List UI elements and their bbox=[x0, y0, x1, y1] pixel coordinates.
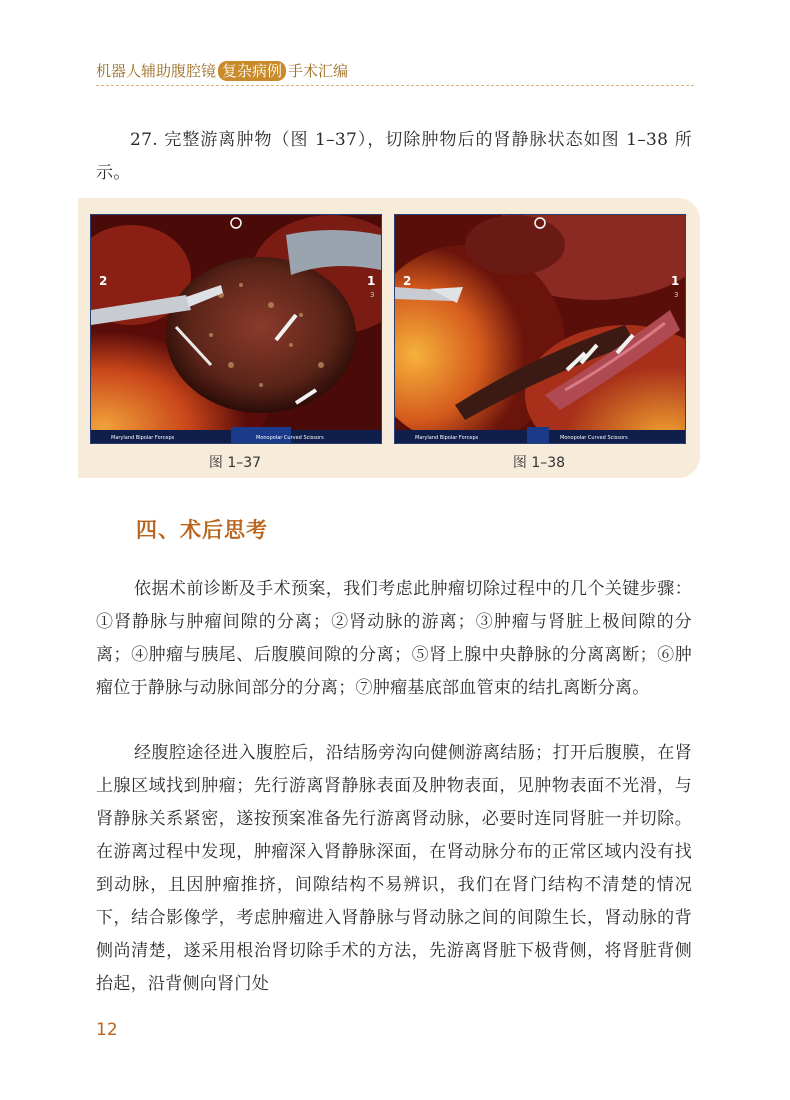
arm-1-label: 1 bbox=[367, 274, 376, 288]
tool-left-label: Maryland Bipolar Forceps bbox=[111, 435, 175, 441]
arm-3-label: 3 bbox=[674, 291, 679, 299]
tool-left-label: Maryland Bipolar Forceps bbox=[415, 435, 479, 441]
figure-caption-1-37: 图 1–37 bbox=[208, 455, 262, 471]
tool-right-label: Monopolar Curved Scissors bbox=[560, 435, 628, 441]
tool-right-label: Monopolar Curved Scissors bbox=[256, 435, 324, 441]
arm-3-label: 3 bbox=[370, 291, 375, 299]
surgical-photo-1-38 bbox=[394, 214, 686, 444]
surgical-photo-1-37 bbox=[90, 214, 382, 444]
body-paragraph-1: 依据术前诊断及手术预案，我们考虑此肿瘤切除过程中的几个关键步骤：①肾静脉与肿瘤间隙的分离；②肾动脉的游离；③肿瘤与肾脏上极间隙的分离；④肿瘤与胰尾、后腹膜间隙的分离；⑤肾上腺中央静脉的分离离断；⑥肿瘤位于静脉与动脉间部分的分离；⑦肿瘤基底部血管束的结扎离断分离。 bbox=[96, 579, 692, 698]
arm-1-label: 1 bbox=[671, 274, 680, 288]
header-title-post: 手术汇编 bbox=[288, 62, 349, 80]
header-title-pre: 机器人辅助腹腔镜 bbox=[96, 62, 217, 80]
page-number: 12 bbox=[96, 1020, 118, 1040]
header-divider bbox=[96, 85, 694, 86]
body-paragraph-2: 经腹腔途径进入腹腔后，沿结肠旁沟向健侧游离结肠；打开后腹膜，在肾上腺区域找到肿瘤；先行游离肾静脉表面及肿物表面，见肿物表面不光滑，与肾静脉关系紧密，遂按预案准备先行游离肾动脉，必要时连同肾脏一并切除。在游离过程中发现，肿瘤深入肾静脉深面，在肾动脉分布的正常区域内没有找到动脉，且因肿瘤推挤，间隙结构不易辨识，我们在肾门结构不清楚的情况下，结合影像学，考虑肿瘤进入肾静脉与肾动脉之间的间隙生长，肾动脉的背侧尚清楚，遂采用根治肾切除手术的方法，先游离肾脏下极背侧，将肾脏背侧抬起，沿背侧向肾门处 bbox=[96, 743, 692, 994]
header-title-highlight: 复杂病例 bbox=[218, 61, 286, 81]
arm-2-label: 2 bbox=[403, 274, 412, 288]
section-title: 四、术后思考 bbox=[136, 518, 268, 542]
running-header bbox=[96, 60, 348, 81]
figure-caption-1-38: 图 1–38 bbox=[512, 455, 566, 471]
step-27-paragraph: 27. 完整游离肿物（图 1–37），切除肿物后的肾静脉状态如图 1–38 所示。 bbox=[96, 130, 692, 183]
arm-2-label: 2 bbox=[99, 274, 108, 288]
